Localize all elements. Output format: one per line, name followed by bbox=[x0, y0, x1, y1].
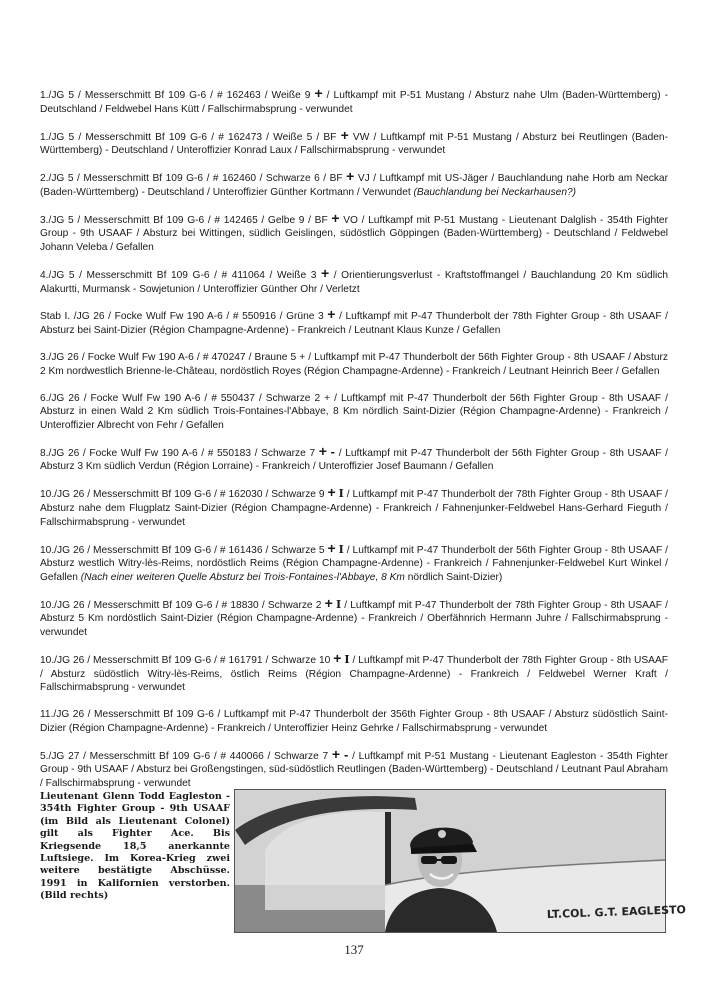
loss-entry bbox=[40, 209, 668, 255]
page-number: 137 bbox=[344, 942, 364, 957]
entry-text: 5./JG 27 / Messerschmitt Bf 109 G-6 / # 440066 / Schwarze 7 bbox=[40, 750, 332, 762]
entry-text: 3./JG 5 / Messerschmitt Bf 109 G-6 / # 142465 / Gelbe 9 / BF bbox=[40, 214, 332, 226]
loss-entry bbox=[40, 484, 668, 529]
pilot-photo bbox=[234, 789, 687, 933]
loss-entry bbox=[40, 745, 668, 791]
entry-text: / Luftkampf mit P-51 Mustang / Absturz nahe Ulm (Baden-Württemberg) - Deutschland / Feldwebel Hans Kütt / Fallschirmabsprung - verwundet bbox=[40, 90, 668, 115]
status-symbol: - bbox=[330, 445, 336, 459]
entry-text: / Luftkampf mit P-47 Thunderbolt der 56th Fighter Group - 8th USAAF / Absturz 3 Km südlich Verdun (Région Lorraine) - Frankreich / Unteroffizier Josef Baumann / Gefallen bbox=[40, 447, 668, 473]
entry-text: / Luftkampf mit P-47 Thunderbolt der 56th Fighter Group - 8th USAAF / Absturz westlich Witry-lès-Reims, nordöstlich Reims (Région Champagne-Ardenne) - Frankreich / Fahnenjunker-Feldwebel Kurt Winkel / Gefallen bbox=[40, 544, 668, 583]
entry-text: / Luftkampf mit P-51 Mustang - Lieutenant Eagleston - 354th Fighter Group - 9th USAAF / Absturz bei Großengstingen, süd-südöstlich Reutlingen (Baden-Württemberg) - Deutschland / Leutnant Paul Abraham / Fallschirmabsprung - verwundet bbox=[40, 750, 668, 789]
entry-text: 3./JG 26 / Focke Wulf Fw 190 A-6 / # 470247 / Braune 5 + / Luftkampf mit P-47 Thunderbolt der 56th Fighter Group - 8th USAAF / Absturz 2 Km nordwestlich Brienne-le-Château, nordöstlich Royes (Région Champagne-Ardenne) - Frankreich / Leutnant Heinrich Beer / Gefallen bbox=[40, 352, 668, 377]
entry-text: Stab I. /JG 26 / Focke Wulf Fw 190 A-6 / # 550916 / Grüne 3 bbox=[40, 311, 328, 323]
entry-list bbox=[40, 85, 668, 804]
loss-entry bbox=[40, 168, 668, 199]
cross-symbol: + bbox=[331, 209, 340, 226]
entry-text: 8./JG 26 / Focke Wulf Fw 190 A-6 / # 550183 / Schwarze 7 bbox=[40, 447, 319, 459]
status-symbol: I bbox=[338, 487, 344, 501]
entry-text: nördlich Saint-Dizier) bbox=[404, 571, 503, 583]
entry-text: 10./JG 26 / Messerschmitt Bf 109 G-6 / # 162030 / Schwarze 9 bbox=[40, 489, 328, 501]
loss-entry bbox=[40, 85, 668, 116]
cross-symbol: + bbox=[340, 126, 349, 143]
entry-text: 4./JG 5 / Messerschmitt Bf 109 G-6 / # 411064 / Weiße 3 bbox=[40, 269, 321, 281]
cross-symbol: + bbox=[346, 168, 355, 185]
entry-text: VW / Luftkampf mit P-51 Mustang / Absturz bei Reutlingen (Baden-Württemberg) - Deutschland / Unteroffizier Konrad Laux / Fallschirmabsprung - verwundet bbox=[40, 131, 668, 157]
entry-text: 11./JG 26 / Messerschmitt Bf 109 G-6 / Luftkampf mit P-47 Thunderbolt der 356th Fighter Group - 8th USAAF / Absturz südöstlich Saint-Dizier (Région Champagne-Ardenne) - Frankreich / Unteroffizier Heinz Gehrke / Fallschirmabsprung - verwundet bbox=[40, 709, 668, 734]
cross-symbol: + bbox=[333, 649, 342, 666]
entry-note: (Bauchlandung bei Neckarhausen?) bbox=[413, 186, 577, 198]
entry-text: / Orientierungsverlust - Kraftstoffmangel / Bauchlandung 20 Km südlich Alakurtti, Murmansk - Sowjetunion / Unteroffizier Günther Ohr / Verletzt bbox=[40, 269, 668, 295]
entry-text: 1./JG 5 / Messerschmitt Bf 109 G-6 / # 162473 / Weiße 5 / BF bbox=[40, 131, 341, 143]
loss-entry bbox=[40, 442, 668, 474]
pilot-photo-illustration bbox=[235, 790, 687, 932]
status-symbol: I bbox=[335, 597, 342, 611]
entry-text: 1./JG 5 / Messerschmitt Bf 109 G-6 / # 162463 / Weiße 9 bbox=[40, 90, 315, 101]
entry-text: VO / Luftkampf mit P-51 Mustang - Lieutenant Dalglish - 354th Fighter Group - 9th USAAF / Absturz bei Wittingen, südlich Geislingen, südöstlich Göppingen (Baden-Württemberg) - Deutschland / Feldwebel Johann Veleba / Gefallen bbox=[40, 214, 668, 253]
loss-entry bbox=[40, 392, 668, 433]
entry-text: / Luftkampf mit P-47 Thunderbolt der 78th Fighter Group - 8th USAAF / Absturz südöstlich Witry-lès-Reims, östlich Reims (Région Champagne-Ardenne) - Frankreich / Feldwebel Werner Kraft / Fallschirmabsprung - verwundet bbox=[40, 654, 668, 694]
cross-symbol: + bbox=[327, 539, 336, 556]
cross-symbol: + bbox=[327, 306, 336, 323]
fuselage-lettering: LT.COL. G.T. EAGLESTO bbox=[546, 903, 687, 921]
entry-text: 10./JG 26 / Messerschmitt Bf 109 G-6 / # 161436 / Schwarze 5 bbox=[40, 544, 328, 556]
entry-text: / Luftkampf mit P-47 Thunderbolt der 78th Fighter Group - 8th USAAF / Absturz 5 Km nordöstlich Saint-Dizier (Région Champagne-Ardenne) - Frankreich / Oberfähnrich Hermann Juhre / Fallschirmabsprung - verwundet bbox=[40, 599, 668, 638]
entry-text: / Luftkampf mit P-47 Thunderbolt der 78th Fighter Group - 8th USAAF / Absturz bei Saint-Dizier (Région Champagne-Ardenne) - Frankreich / Leutnant Klaus Kunze / Gefallen bbox=[40, 311, 668, 337]
entry-text: VJ / Luftkampf mit US-Jäger / Bauchlandung nahe Horb am Neckar (Baden-Württemberg) - Deutschland / Unteroffizier Günther Kortmann / Verwundet bbox=[40, 173, 668, 198]
cross-symbol: + bbox=[327, 484, 336, 501]
cross-symbol: + bbox=[331, 745, 341, 762]
entry-text: 10./JG 26 / Messerschmitt Bf 109 G-6 / # 18830 / Schwarze 2 bbox=[40, 599, 325, 611]
cross-symbol: + bbox=[321, 264, 330, 281]
cross-symbol: + bbox=[318, 442, 327, 459]
entry-text: 10./JG 26 / Messerschmitt Bf 109 G-6 / # 161791 / Schwarze 10 bbox=[40, 654, 334, 666]
status-symbol: I bbox=[338, 542, 344, 556]
cross-symbol: + bbox=[314, 85, 323, 101]
loss-entry bbox=[40, 126, 668, 158]
loss-entry bbox=[40, 306, 668, 337]
loss-entry bbox=[40, 594, 668, 640]
entry-text: 2./JG 5 / Messerschmitt Bf 109 G-6 / # 162460 / Schwarze 6 / BF bbox=[40, 173, 347, 185]
entry-text: / Luftkampf mit P-47 Thunderbolt der 78th Fighter Group - 8th USAAF / Absturz nahe dem Flugplatz Saint-Dizier (Région Champagne-Ardenne) - Frankreich / Fahnenjunker-Feldwebel Hans-Gerhard Fieguth / Fallschirmabsprung - verwundet bbox=[40, 489, 668, 528]
loss-entry bbox=[40, 351, 668, 378]
loss-entry bbox=[40, 539, 668, 585]
loss-entry bbox=[40, 649, 668, 695]
cross-symbol: + bbox=[324, 594, 333, 611]
loss-entry bbox=[40, 264, 668, 296]
status-symbol: - bbox=[343, 748, 349, 762]
loss-entry bbox=[40, 708, 668, 735]
photo-caption: Lieutenant Glenn Todd Eagleston - 354th Fighter Group - 9th USAAF (im Bild als Lieutenant Colonel) gilt als Fighter Ace. Bis Kriegsende 18,5 anerkannte Luftsiege. Im Korea-Krieg zwei weitere bestätigte Abschüsse. 1991 in Kalifornien verstorben. (Bild rechts) bbox=[40, 791, 230, 902]
entry-text: 6./JG 26 / Focke Wulf Fw 190 A-6 / # 550437 / Schwarze 2 + / Luftkampf mit P-47 Thunderbolt der 56th Fighter Group - 8th USAAF / Absturz in einen Wald 2 Km südlich Trois-Fontaines-l'Abbaye, 8 Km nördlich Saint-Dizier (Région Champagne-Ardenne) - Frankreich / Unteroffizier Albrecht von Fehr / Gefallen bbox=[40, 392, 668, 431]
status-symbol: I bbox=[344, 652, 350, 666]
entry-note: (Nach einer weiteren Quelle Absturz bei Trois-Fontaines-l'Abbaye, 8 Km bbox=[80, 571, 405, 583]
